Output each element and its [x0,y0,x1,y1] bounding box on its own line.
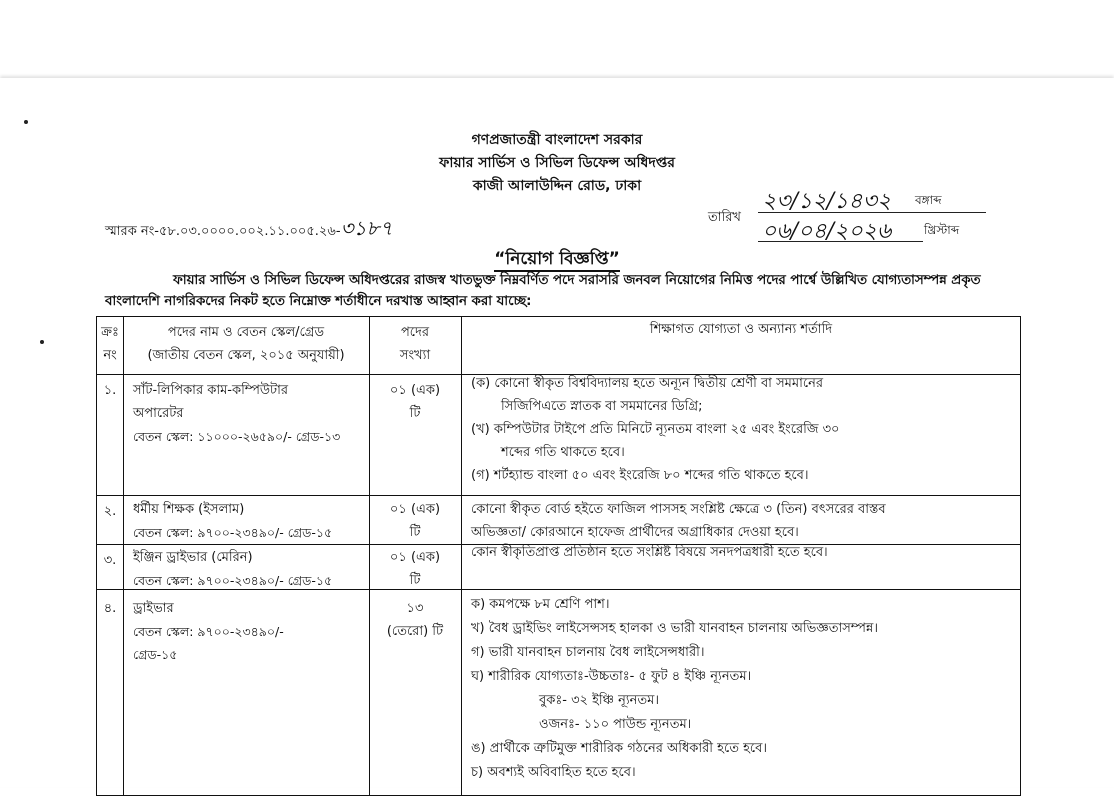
memo-number [105,214,393,247]
row1-serial: ১. [103,383,117,398]
header-address: কাজী আলাউদ্দিন রোড, ঢাকা [472,178,642,194]
english-date: ০৬/০৪/২০২৬ [762,219,892,244]
row1-count: ০১ (এক) টি [389,383,441,421]
header-government: গণপ্রজাতন্ত্রী বাংলাদেশ সরকার [471,132,643,148]
row2-post: ধর্মীয় শিক্ষক (ইসলাম) বেতন স্কেল: ৯৭০০-২৩৪৯০/- গ্রেড-১৫ [133,502,333,540]
bangla-date: ২৩/১২/১৪৩২ [762,189,892,214]
notice-intro: ফায়ার সার্ভিস ও সিভিল ডিফেন্স অধিদপ্তরের রাজস্ব খাতভুক্ত নিম্নবর্ণিত পদে সরাসরি জনবল নিয়োগের নিমিত্ত পদের পার্শ্বে উল্লিখিত যোগ্যতাসম্পন্ন প্রকৃত বাংলাদেশি নাগরিকদের নিকট হতে নিম্নোক্ত শর্তাধীনে দরখাস্ত আহ্বান করা যাচ্ছে: [105,273,981,309]
memo-handwritten-number: ৩১৮৭ [340,216,393,240]
row2-count: ০১ (এক) টি [389,502,441,540]
row4-post: ড্রাইভার বেতন স্কেল: ৯৭০০-২৩৪৯০/- গ্রেড-১৫ [133,601,284,662]
notice-title: “নিয়োগ বিজ্ঞপ্তি” [0,246,1114,274]
header-post: পদের নাম ও বেতন স্কেল/গ্রেড (জাতীয় বেতন স্কেল, ২০১৫ অনুযায়ী) [147,325,345,363]
date-underline [758,241,923,242]
row1-post: সাঁট-লিপিকার কাম-কম্পিউটার অপারেটর বেতন স্কেল: ১১০০০-২৬৫৯০/- গ্রেড-১৩ [133,383,341,444]
row2-serial: ২. [103,504,117,519]
row4-count: ১৩ (তেরো) টি [386,601,444,639]
row3-qualification: কোন স্বীকৃতিপ্রাপ্ত প্রতিষ্ঠান হতে সংশ্লিষ্ট বিষয়ে সনদপত্রধারী হতে হবে। [471,545,828,560]
header-department: ফায়ার সার্ভিস ও সিভিল ডিফেন্স অধিদপ্তর [439,155,675,171]
row4-serial: ৪. [103,601,117,616]
english-era: খ্রিস্টাব্দ [924,223,960,237]
date-underline [758,212,986,213]
row4-qualification: ক) কমপক্ষে ৮ম শ্রেণি পাশ। খ) বৈধ ড্রাইভিং লাইসেন্সসহ হালকা ও ভারী যানবাহন চালনায় অভিজ্ঞতাসম্পন্ন। গ) ভারী যানবাহন চালনায় বৈধ লাইসেন্সধারী। ঘ) শারীরিক যোগ্যতাঃ-উচ্চতাঃ- ৫ ফুট ৪ ইঞ্চি ন্যূনতম। বুকঃ- ৩২ ইঞ্চি ন্যূনতম। ওজনঃ- ১১০ পাউন্ড ন্যূনতম। ঙ) প্রার্থীকে ত্রুটিমুক্ত শারীরিক গঠনের অধিকারী হতে হবে। চ) অবশ্যই অবিবাহিত হতে হবে। [471,597,878,780]
row3-serial: ৩. [103,553,117,568]
row3-count: ০১ (এক) টি [389,550,441,588]
row2-qualification: কোনো স্বীকৃত বোর্ড হইতে ফাজিল পাসসহ সংশ্লিষ্ট ক্ষেত্রে ৩ (তিন) বৎসরের বাস্তব অভিজ্ঞতা/ কোরআনে হাফেজ প্রার্থীদের অগ্রাধিকার দেওয়া হবে। [471,502,886,540]
header-qualification: শিক্ষাগত যোগ্যতা ও অন্যান্য শর্তাদি [649,322,833,337]
bangla-era: বঙ্গাব্দ [915,193,942,207]
row1-qualification: (ক) কোনো স্বীকৃত বিশ্ববিদ্যালয় হতে অন্যূন দ্বিতীয় শ্রেণী বা সমমানের সিজিপিএতে স্নাতক বা সমমানের ডিগ্রি; (খ) কম্পিউটার টাইপে প্রতি মিনিটে ন্যূনতম বাংলা ২৫ এবং ইংরেজি ৩০ শব্দের গতি থাকতে হবে। (গ) শর্টহ্যান্ড বাংলা ৫০ এবং ইংরেজি ৮০ শব্দের গতি থাকতে হবে। [471,376,840,483]
scan-speck [40,340,44,344]
header-serial: ক্রঃ নং [101,325,119,363]
memo-prefix: স্মারক নং-৫৮.০৩.০০০০.০০২.১১.০০৫.২৬- [105,224,341,239]
row3-post: ইঞ্জিন ড্রাইভার (মেরিন) বেতন স্কেল: ৯৭০০-২৩৪৯০/- গ্রেড-১৫ [133,550,333,588]
header-count: পদের সংখ্যা [399,325,431,363]
date-label: তারিখ [708,210,741,225]
vacancy-table [96,316,1021,796]
